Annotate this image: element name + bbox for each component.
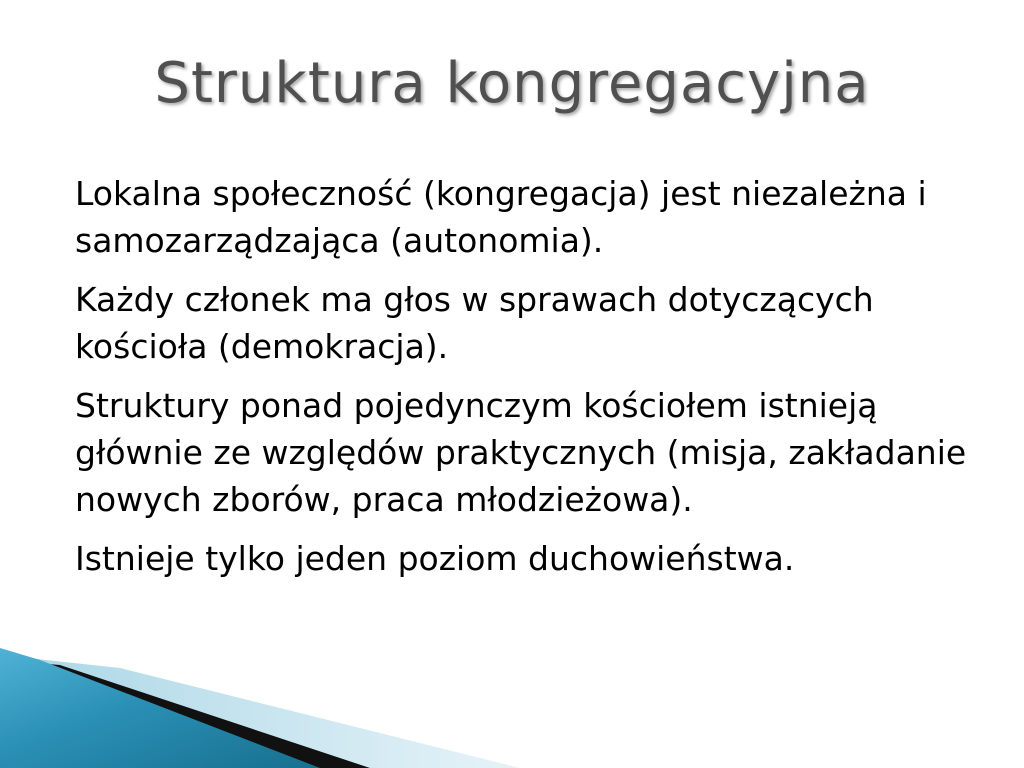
light-wedge bbox=[0, 655, 520, 768]
slide-title: Struktura kongregacyjna bbox=[154, 51, 870, 116]
slide-body bbox=[75, 170, 975, 594]
paragraph-clergy: Istnieje tylko jeden poziom duchowieństwa. bbox=[75, 539, 795, 578]
blue-wedge bbox=[0, 648, 320, 768]
paragraph-autonomy: Lokalna społeczność (kongregacja) jest niezależna i samozarządzająca (autonomia). bbox=[75, 174, 927, 260]
paragraph-structures: Struktury ponad pojedynczym kościołem istnieją głównie ze względów praktycznych (misja, zakładanie nowych zborów, praca młodzieżowa). bbox=[75, 386, 967, 519]
paragraph-democracy: Każdy członek ma głos w sprawach dotyczących kościoła (demokracja). bbox=[75, 280, 874, 366]
dark-wedge bbox=[0, 660, 370, 768]
